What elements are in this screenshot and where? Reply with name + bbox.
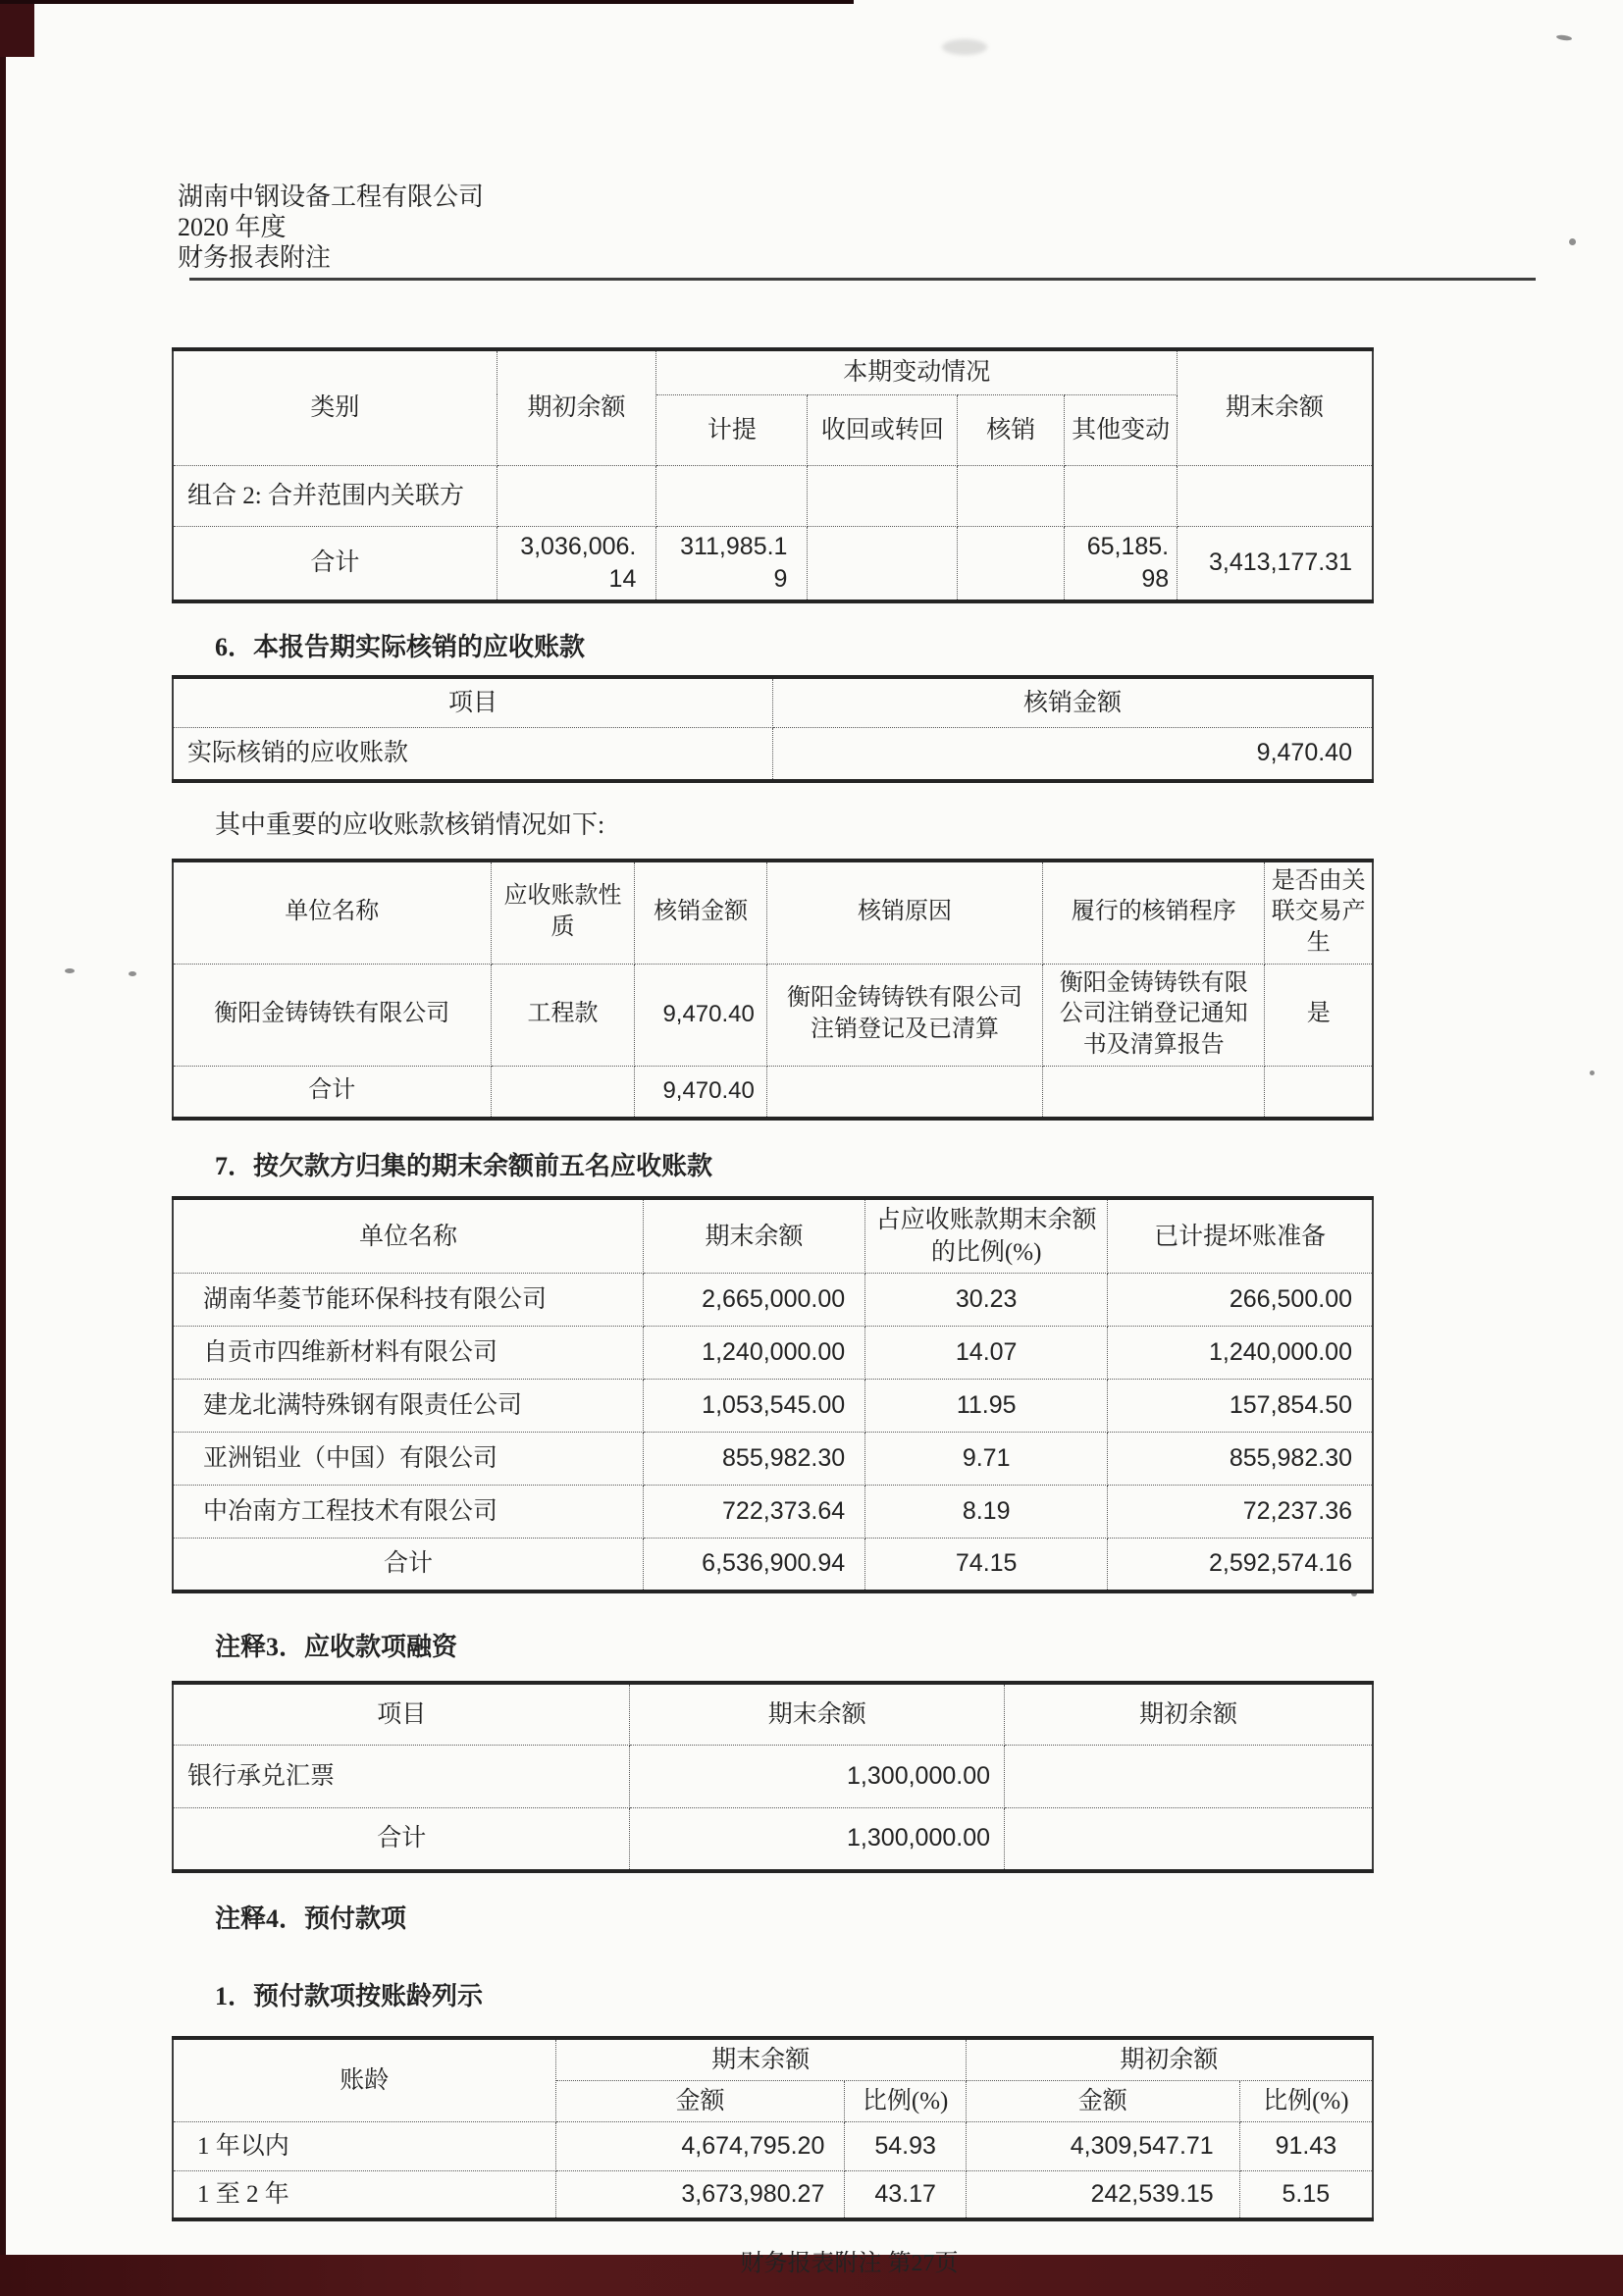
top5-receivables-table <box>172 1196 1374 1593</box>
table-row <box>173 1539 1373 1592</box>
table-row <box>173 1198 1373 1274</box>
data-cell: 72,237.36 <box>1108 1486 1373 1539</box>
scan-mark <box>1590 1070 1595 1075</box>
data-cell: 4,309,547.71 <box>966 2121 1239 2170</box>
data-cell: 1,240,000.00 <box>643 1327 864 1380</box>
data-cell: 1,240,000.00 <box>1108 1327 1373 1380</box>
table-row <box>173 1683 1373 1746</box>
data-cell: 54.93 <box>845 2121 967 2170</box>
table-row <box>173 677 1373 728</box>
data-cell: 9,470.40 <box>773 728 1374 781</box>
section-6-note: 其中重要的应收账款核销情况如下: <box>215 809 605 839</box>
header-cell-opening: 期初余额 <box>497 349 656 465</box>
scan-mark <box>65 968 75 973</box>
data-cell <box>808 526 958 601</box>
header-cell-item: 项目 <box>173 1683 630 1746</box>
data-cell: 衡阳金铸铸铁有限公司注销登记通知书及清算报告 <box>1043 964 1265 1066</box>
data-cell: 74.15 <box>865 1539 1108 1592</box>
header-cell-change: 本期变动情况 <box>656 349 1178 394</box>
data-cell: 建龙北满特殊钢有限责任公司 <box>173 1380 643 1433</box>
data-cell: 3,413,177.31 <box>1178 526 1373 601</box>
data-cell: 855,982.30 <box>643 1433 864 1486</box>
data-cell: 实际核销的应收账款 <box>173 728 773 781</box>
total-label-cell: 合计 <box>173 526 497 601</box>
document-header <box>178 0 1374 273</box>
data-cell: 1,053,545.00 <box>643 1380 864 1433</box>
header-cell-nature: 应收账款性质 <box>491 861 635 965</box>
table-row <box>173 1380 1373 1433</box>
data-cell: 43.17 <box>845 2170 967 2219</box>
header-cell-provision: 已计提坏账准备 <box>1108 1198 1373 1274</box>
data-cell <box>1065 465 1178 526</box>
table-row <box>173 861 1373 965</box>
table-row <box>173 1746 1373 1808</box>
header-cell-opening: 期初余额 <box>1005 1683 1373 1746</box>
data-cell <box>497 465 656 526</box>
table-row <box>173 964 1373 1066</box>
data-cell: 8.19 <box>865 1486 1108 1539</box>
data-cell: 1,300,000.00 <box>630 1746 1005 1808</box>
header-cell-recover: 收回或转回 <box>808 394 958 465</box>
header-cell-amount: 核销金额 <box>773 677 1374 728</box>
data-cell: 湖南华菱节能环保科技有限公司 <box>173 1274 643 1327</box>
note-4-title: 注释4．预付款项 <box>215 1904 407 1933</box>
scan-edge-left <box>0 0 6 2296</box>
data-cell: 亚洲铝业（中国）有限公司 <box>173 1433 643 1486</box>
section-6-title: 6．本报告期实际核销的应收账款 <box>215 632 586 661</box>
data-cell: 722,373.64 <box>643 1486 864 1539</box>
writeoff-total-table <box>172 675 1374 783</box>
header-cell-amount: 核销金额 <box>635 861 767 965</box>
data-cell: 6,536,900.94 <box>643 1539 864 1592</box>
header-cell-procedure: 履行的核销程序 <box>1043 861 1265 965</box>
header-cell-amount: 金额 <box>966 2080 1239 2121</box>
data-cell: 中冶南方工程技术有限公司 <box>173 1486 643 1539</box>
data-cell: 11.95 <box>865 1380 1108 1433</box>
table-row <box>173 1433 1373 1486</box>
data-cell <box>808 465 958 526</box>
table-row <box>173 2170 1373 2219</box>
data-cell: 9.71 <box>865 1433 1108 1486</box>
data-cell <box>491 1066 635 1119</box>
table-row <box>173 2121 1373 2170</box>
scan-mark <box>129 971 136 976</box>
table-row <box>173 1274 1373 1327</box>
receivables-financing-table <box>172 1681 1374 1873</box>
header-cell-other: 其他变动 <box>1065 394 1178 465</box>
provision-movement-table <box>172 347 1374 603</box>
data-cell: 组合 2: 合并范围内关联方 <box>173 465 497 526</box>
page-footer: 财务报表附注 第27页 <box>740 2251 959 2277</box>
header-cell-closing: 期末余额 <box>643 1198 864 1274</box>
table-row <box>173 728 1373 781</box>
data-cell <box>1265 1066 1373 1119</box>
data-cell: 9,470.40 <box>635 1066 767 1119</box>
data-cell: 266,500.00 <box>1108 1274 1373 1327</box>
header-cell-related: 是否由关联交易产生 <box>1265 861 1373 965</box>
scan-mark <box>1556 34 1573 41</box>
section-7-title: 7．按欠款方归集的期末余额前五名应收账款 <box>215 1152 713 1181</box>
data-cell: 242,539.15 <box>966 2170 1239 2219</box>
data-cell: 银行承兑汇票 <box>173 1746 630 1808</box>
total-label-cell: 合计 <box>173 1066 491 1119</box>
table-row <box>173 1066 1373 1119</box>
data-cell: 3,036,006.14 <box>497 526 656 601</box>
data-cell: 2,665,000.00 <box>643 1274 864 1327</box>
data-cell: 157,854.50 <box>1108 1380 1373 1433</box>
data-cell: 30.23 <box>865 1274 1108 1327</box>
data-cell: 衡阳金铸铸铁有限公司 <box>173 964 491 1066</box>
data-cell: 9,470.40 <box>635 964 767 1066</box>
data-cell: 工程款 <box>491 964 635 1066</box>
data-cell <box>1005 1746 1373 1808</box>
data-cell <box>958 526 1065 601</box>
prepaid-aging-table <box>172 2036 1374 2222</box>
data-cell: 91.43 <box>1239 2121 1373 2170</box>
table-row <box>173 1808 1373 1871</box>
header-cell-company: 单位名称 <box>173 1198 643 1274</box>
table-row <box>173 465 1373 526</box>
fiscal-year: 2020 年度 <box>178 213 287 241</box>
header-cell-accrual: 计提 <box>656 394 808 465</box>
writeoff-detail-table <box>172 859 1374 1122</box>
total-label-cell: 合计 <box>173 1539 643 1592</box>
header-cell-item: 项目 <box>173 677 773 728</box>
header-cell-amount: 金额 <box>555 2080 845 2121</box>
data-cell <box>1043 1066 1265 1119</box>
table-row <box>173 526 1373 601</box>
header-cell-company: 单位名称 <box>173 861 491 965</box>
data-cell: 1 至 2 年 <box>173 2170 555 2219</box>
note-4-sub1-title: 1．预付款项按账龄列示 <box>215 1981 484 2010</box>
data-cell: 1,300,000.00 <box>630 1808 1005 1871</box>
data-cell: 311,985.19 <box>656 526 808 601</box>
header-cell-closing: 期末余额 <box>1178 349 1373 465</box>
data-cell <box>1005 1808 1373 1871</box>
data-cell: 3,673,980.27 <box>555 2170 845 2219</box>
doc-title: 财务报表附注 <box>178 243 332 272</box>
header-cell-ratio: 比例(%) <box>1239 2080 1373 2121</box>
data-cell: 衡阳金铸铸铁有限公司注销登记及已清算 <box>766 964 1042 1066</box>
header-cell-age: 账龄 <box>173 2038 555 2122</box>
data-cell: 5.15 <box>1239 2170 1373 2219</box>
header-cell-ratio: 比例(%) <box>845 2080 967 2121</box>
data-cell: 自贡市四维新材料有限公司 <box>173 1327 643 1380</box>
data-cell: 14.07 <box>865 1327 1108 1380</box>
header-cell-writeoff: 核销 <box>958 394 1065 465</box>
data-cell: 是 <box>1265 964 1373 1066</box>
header-cell-ratio: 占应收账款期末余额的比例(%) <box>865 1198 1108 1274</box>
data-cell <box>1178 465 1373 526</box>
header-cell-opening: 期初余额 <box>966 2038 1373 2081</box>
data-cell: 1 年以内 <box>173 2121 555 2170</box>
header-cell-category: 类别 <box>173 349 497 465</box>
header-cell-closing: 期末余额 <box>555 2038 966 2081</box>
data-cell: 855,982.30 <box>1108 1433 1373 1486</box>
company-name: 湖南中钢设备工程有限公司 <box>178 183 485 211</box>
table-row <box>173 1486 1373 1539</box>
table-row <box>173 2038 1373 2081</box>
data-cell: 65,185.98 <box>1065 526 1178 601</box>
data-cell: 4,674,795.20 <box>555 2121 845 2170</box>
data-cell <box>958 465 1065 526</box>
scan-mark <box>1569 238 1576 245</box>
data-cell <box>656 465 808 526</box>
table-row <box>173 349 1373 394</box>
scan-corner-topleft <box>0 0 34 57</box>
note-3-title: 注释3．应收款项融资 <box>215 1632 458 1661</box>
header-cell-reason: 核销原因 <box>766 861 1042 965</box>
data-cell <box>766 1066 1042 1119</box>
table-row <box>173 1327 1373 1380</box>
data-cell: 2,592,574.16 <box>1108 1539 1373 1592</box>
header-cell-closing: 期末余额 <box>630 1683 1005 1746</box>
total-label-cell: 合计 <box>173 1808 630 1871</box>
